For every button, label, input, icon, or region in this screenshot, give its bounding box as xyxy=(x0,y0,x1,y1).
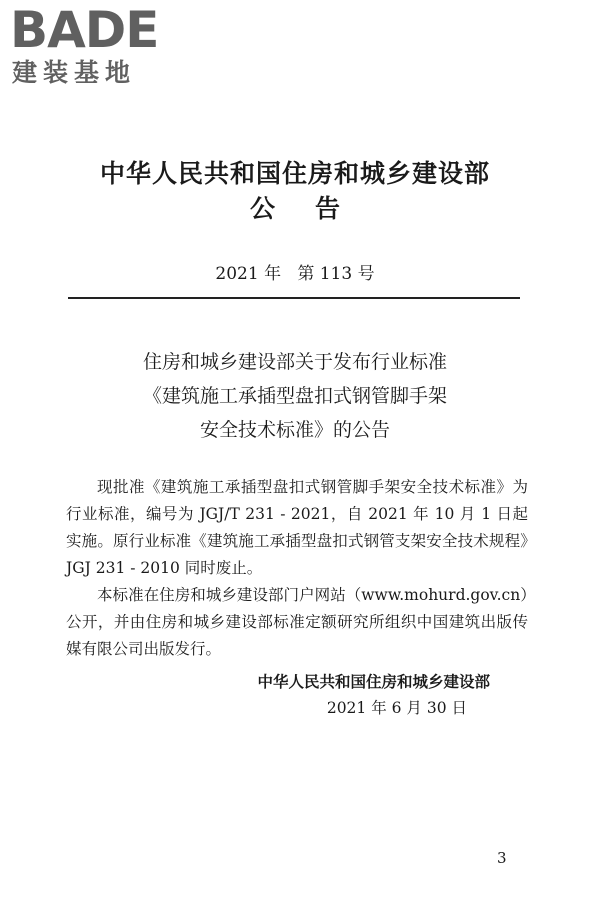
notice-subject xyxy=(0,345,590,447)
page-number: 3 xyxy=(497,849,507,867)
issuer-title: 中华人民共和国住房和城乡建设部 xyxy=(99,159,490,188)
body-paragraph-1: 现批准《建筑施工承插型盘扣式钢管脚手架安全技术标准》为行业标准，编号为 JGJ/T 231 - 2021，自 2021 年 10 月 1 日起实施。原行业标准《建筑施工承插型盘扣式钢管支架安全技术规程》JGJ 231 - 2010 同时废止。 xyxy=(66,478,528,577)
signature-organization: 中华人民共和国住房和城乡建设部 xyxy=(257,673,490,691)
notice-heading: 公告 xyxy=(249,194,380,223)
signature-date: 2021 年 6 月 30 日 xyxy=(326,699,467,717)
watermark-latin-text: BADE xyxy=(10,1,159,59)
document-issue: 第 113 号 xyxy=(297,264,375,284)
notice-body xyxy=(66,474,528,663)
body-paragraph-2: 本标准在住房和城乡建设部门户网站（www.mohurd.gov.cn）公开，并由住房和城乡建设部标准定额研究所组织中国建筑出版传媒有限公司出版发行。 xyxy=(66,586,528,658)
header-divider xyxy=(68,297,520,299)
watermark-chinese-text: 建装基地 xyxy=(12,58,137,87)
bade-watermark-logo xyxy=(10,1,180,94)
subject-line-3: 安全技术标准》的公告 xyxy=(199,419,390,441)
document-year: 2021 年 xyxy=(215,264,282,284)
document-number xyxy=(0,262,590,286)
subject-line-2: 《建筑施工承插型盘扣式钢管脚手架 xyxy=(142,385,447,407)
subject-line-1: 住房和城乡建设部关于发布行业标准 xyxy=(142,351,447,373)
